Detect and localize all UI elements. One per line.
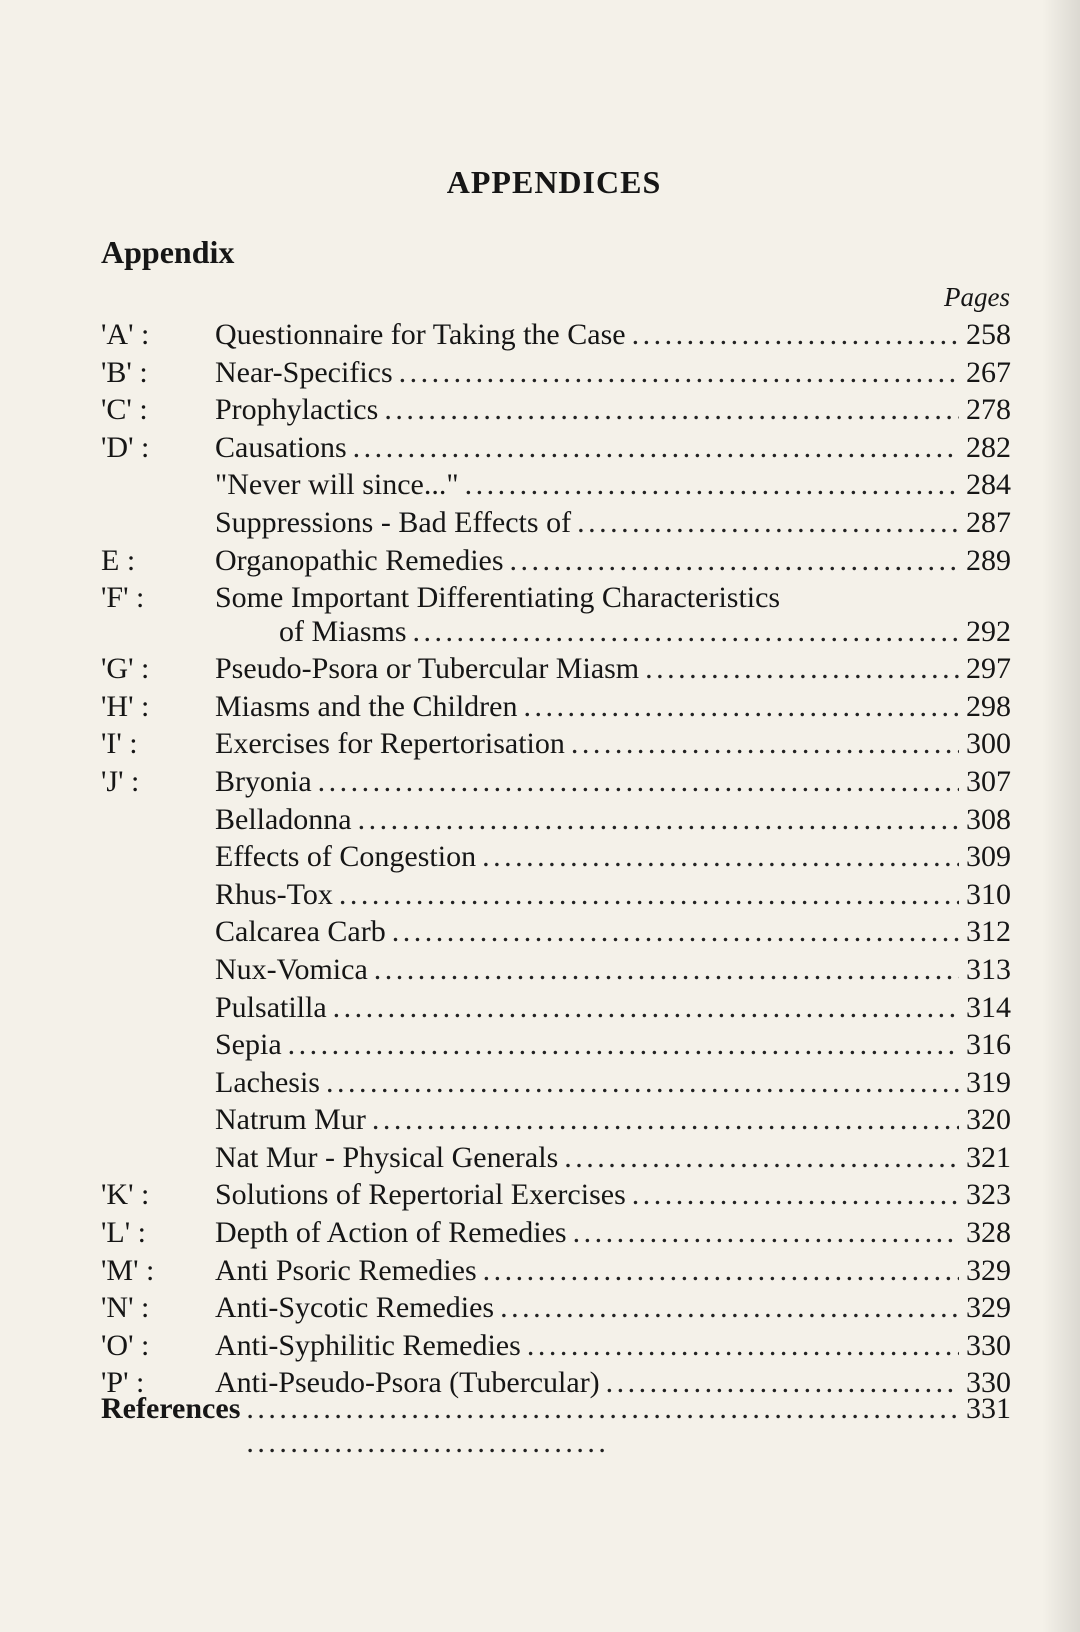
entry-line <box>215 725 1011 763</box>
appendix-code: 'D' : <box>101 430 150 464</box>
toc-row <box>101 1327 1011 1365</box>
page-number: 267 <box>966 355 1011 389</box>
entry-line <box>215 913 1011 951</box>
page-number: 289 <box>966 543 1011 577</box>
entry-title: Miasms and the Children <box>215 689 518 723</box>
appendix-code: 'A' : <box>101 318 150 351</box>
toc-row <box>101 951 1011 989</box>
entry-line <box>215 1289 1011 1327</box>
page-number: 313 <box>966 952 1011 986</box>
page-number: 297 <box>966 652 1011 686</box>
entry-title: Anti Psoric Remedies <box>215 1253 477 1287</box>
entry-title: Bryonia <box>215 764 312 798</box>
toc-row <box>101 1139 1011 1177</box>
dot-leader <box>353 429 959 467</box>
toc-row <box>101 688 1011 726</box>
page-number: 314 <box>966 990 1011 1024</box>
page-title: APPENDICES <box>446 164 662 200</box>
entry-line <box>215 650 1011 688</box>
page-edge-shadow <box>1042 0 1080 1632</box>
entry-line <box>215 1139 1011 1177</box>
toc-row <box>101 316 1011 354</box>
dot-leader <box>571 725 959 763</box>
dot-leader <box>465 466 959 504</box>
dot-leader <box>523 688 959 726</box>
toc-row <box>101 542 1011 580</box>
page-number: 319 <box>966 1065 1011 1099</box>
toc-row <box>101 1064 1011 1102</box>
dot-leader <box>374 951 959 989</box>
entry-title: Anti-Pseudo-Psora (Tubercular) <box>215 1366 600 1400</box>
page-number: 300 <box>966 727 1011 761</box>
entry-title: Sepia <box>215 1028 282 1062</box>
toc-row <box>101 504 1011 542</box>
entry-title: Nat Mur - Physical Generals <box>215 1140 559 1174</box>
page-number: 330 <box>966 1366 1011 1400</box>
entry-line <box>215 1327 1011 1365</box>
dot-leader <box>413 613 960 651</box>
entry-title: Some Important Differentiating Characteristics <box>215 581 781 615</box>
page-number: 321 <box>966 1140 1011 1174</box>
appendix-code: 'C' : <box>101 393 148 427</box>
appendix-code: 'L' : <box>101 1216 146 1250</box>
entry-title: Pseudo-Psora or Tubercular Miasm <box>215 652 640 686</box>
page-number: 258 <box>966 318 1011 351</box>
page-number: 312 <box>966 915 1011 949</box>
entry-line <box>215 316 1011 354</box>
page-number: 329 <box>966 1253 1011 1287</box>
toc-row <box>101 354 1011 392</box>
appendix-column-heading: Appendix <box>101 234 235 270</box>
dot-leader <box>399 354 959 392</box>
page-number: 328 <box>966 1216 1011 1250</box>
entry-title: Anti-Syphilitic Remedies <box>215 1328 521 1362</box>
entry-title: Depth of Action of Remedies <box>215 1216 567 1250</box>
references-label: References <box>101 1392 241 1425</box>
entry-line <box>215 688 1011 726</box>
entry-line <box>215 613 1011 651</box>
dot-leader <box>482 838 959 876</box>
entry-title: Prophylactics <box>215 393 379 427</box>
entry-title: Causations <box>215 430 347 464</box>
toc-row <box>101 1252 1011 1290</box>
toc-row <box>101 801 1011 839</box>
entry-title: Exercises for Repertorisation <box>215 727 565 761</box>
page-number: 310 <box>966 877 1011 911</box>
toc-row <box>101 1289 1011 1327</box>
dot-leader <box>333 989 959 1027</box>
appendix-code: 'H' : <box>101 689 150 723</box>
toc-row <box>101 989 1011 1027</box>
entry-line <box>215 1026 1011 1064</box>
toc-row <box>101 466 1011 504</box>
entry-title-continued: of Miasms <box>279 615 407 649</box>
dot-leader <box>483 1252 959 1290</box>
toc-row <box>101 763 1011 801</box>
page-number: 307 <box>966 764 1011 798</box>
dot-leader <box>246 1392 959 1460</box>
dot-leader <box>510 542 959 580</box>
entry-line <box>215 466 1011 504</box>
dot-leader <box>527 1327 959 1365</box>
entry-line <box>215 989 1011 1027</box>
entry-line <box>215 951 1011 989</box>
entry-title: Organopathic Remedies <box>215 543 504 577</box>
appendix-code: 'G' : <box>101 652 150 686</box>
entry-title: Effects of Congestion <box>215 840 477 874</box>
entry-line <box>215 801 1011 839</box>
entry-title: Calcarea Carb <box>215 915 386 949</box>
entry-line <box>215 876 1011 914</box>
entry-line <box>215 354 1011 392</box>
page-number: 298 <box>966 689 1011 723</box>
entry-line <box>215 391 1011 429</box>
dot-leader <box>564 1139 959 1177</box>
entry-title: Belladonna <box>215 802 352 836</box>
references-page: 331 <box>966 1392 1011 1425</box>
page-number: 309 <box>966 840 1011 874</box>
page-number: 292 <box>966 615 1011 649</box>
entry-title: Lachesis <box>215 1065 320 1099</box>
toc-row <box>101 725 1011 763</box>
page-number: 316 <box>966 1028 1011 1062</box>
page-number: 323 <box>966 1178 1011 1212</box>
appendix-code: 'I' : <box>101 727 138 761</box>
page-number: 284 <box>966 468 1011 502</box>
entry-line <box>215 504 1011 542</box>
toc-row <box>101 1026 1011 1064</box>
entry-line <box>215 1214 1011 1252</box>
dot-leader <box>326 1064 959 1102</box>
page-number: 287 <box>966 505 1011 539</box>
entry-title: Natrum Mur <box>215 1103 366 1137</box>
entry-line <box>215 763 1011 801</box>
toc-row <box>101 579 1011 650</box>
appendix-code: 'J' : <box>101 764 140 798</box>
appendix-code: 'F' : <box>101 581 145 615</box>
toc-row <box>101 1176 1011 1214</box>
entry-title: Solutions of Repertorial Exercises <box>215 1178 626 1212</box>
pages-column-heading: Pages <box>944 282 1010 312</box>
entry-title: Questionnaire for Taking the Case <box>215 318 626 351</box>
toc-row <box>101 650 1011 688</box>
toc-row <box>101 876 1011 914</box>
entry-title: Nux-Vomica <box>215 952 368 986</box>
dot-leader <box>573 1214 959 1252</box>
dot-leader <box>632 1176 959 1214</box>
page-number: 308 <box>966 802 1011 836</box>
appendix-code: 'M' : <box>101 1253 155 1287</box>
page-number: 282 <box>966 430 1011 464</box>
dot-leader <box>372 1101 959 1139</box>
toc-row <box>101 391 1011 429</box>
page-number: 278 <box>966 393 1011 427</box>
toc-row <box>101 429 1011 467</box>
entry-line <box>215 429 1011 467</box>
appendix-code: 'P' : <box>101 1366 145 1400</box>
dot-leader <box>500 1289 959 1327</box>
table-of-contents <box>101 316 1011 1402</box>
dot-leader <box>318 763 959 801</box>
entry-line <box>215 1101 1011 1139</box>
dot-leader <box>577 504 959 542</box>
appendix-code: 'N' : <box>101 1291 150 1325</box>
page-number: 320 <box>966 1103 1011 1137</box>
references-entry <box>101 1392 1011 1430</box>
toc-row <box>101 1214 1011 1252</box>
appendix-code: 'O' : <box>101 1328 150 1362</box>
entry-line <box>215 838 1011 876</box>
dot-leader <box>384 391 959 429</box>
dot-leader <box>288 1026 959 1064</box>
entry-title: Anti-Sycotic Remedies <box>215 1291 495 1325</box>
dot-leader <box>358 801 959 839</box>
entry-line <box>215 542 1011 580</box>
dot-leader <box>339 876 959 914</box>
dot-leader <box>392 913 959 951</box>
entry-line <box>215 1064 1011 1102</box>
entry-title: Suppressions - Bad Effects of <box>215 505 572 539</box>
entry-title: Rhus-Tox <box>215 877 333 911</box>
entry-line <box>215 1176 1011 1214</box>
page-number: 330 <box>966 1328 1011 1362</box>
toc-row <box>101 1101 1011 1139</box>
entry-title: Near-Specifics <box>215 355 393 389</box>
toc-row <box>101 838 1011 876</box>
page-number: 329 <box>966 1291 1011 1325</box>
toc-row <box>101 913 1011 951</box>
appendix-code: 'K' : <box>101 1178 150 1212</box>
appendix-code: E : <box>101 543 136 577</box>
entry-title: "Never will since..." <box>215 468 459 502</box>
dot-leader <box>632 316 959 354</box>
dot-leader <box>645 650 959 688</box>
entry-line <box>215 1252 1011 1290</box>
appendix-code: 'B' : <box>101 355 148 389</box>
entry-title: Pulsatilla <box>215 990 327 1024</box>
